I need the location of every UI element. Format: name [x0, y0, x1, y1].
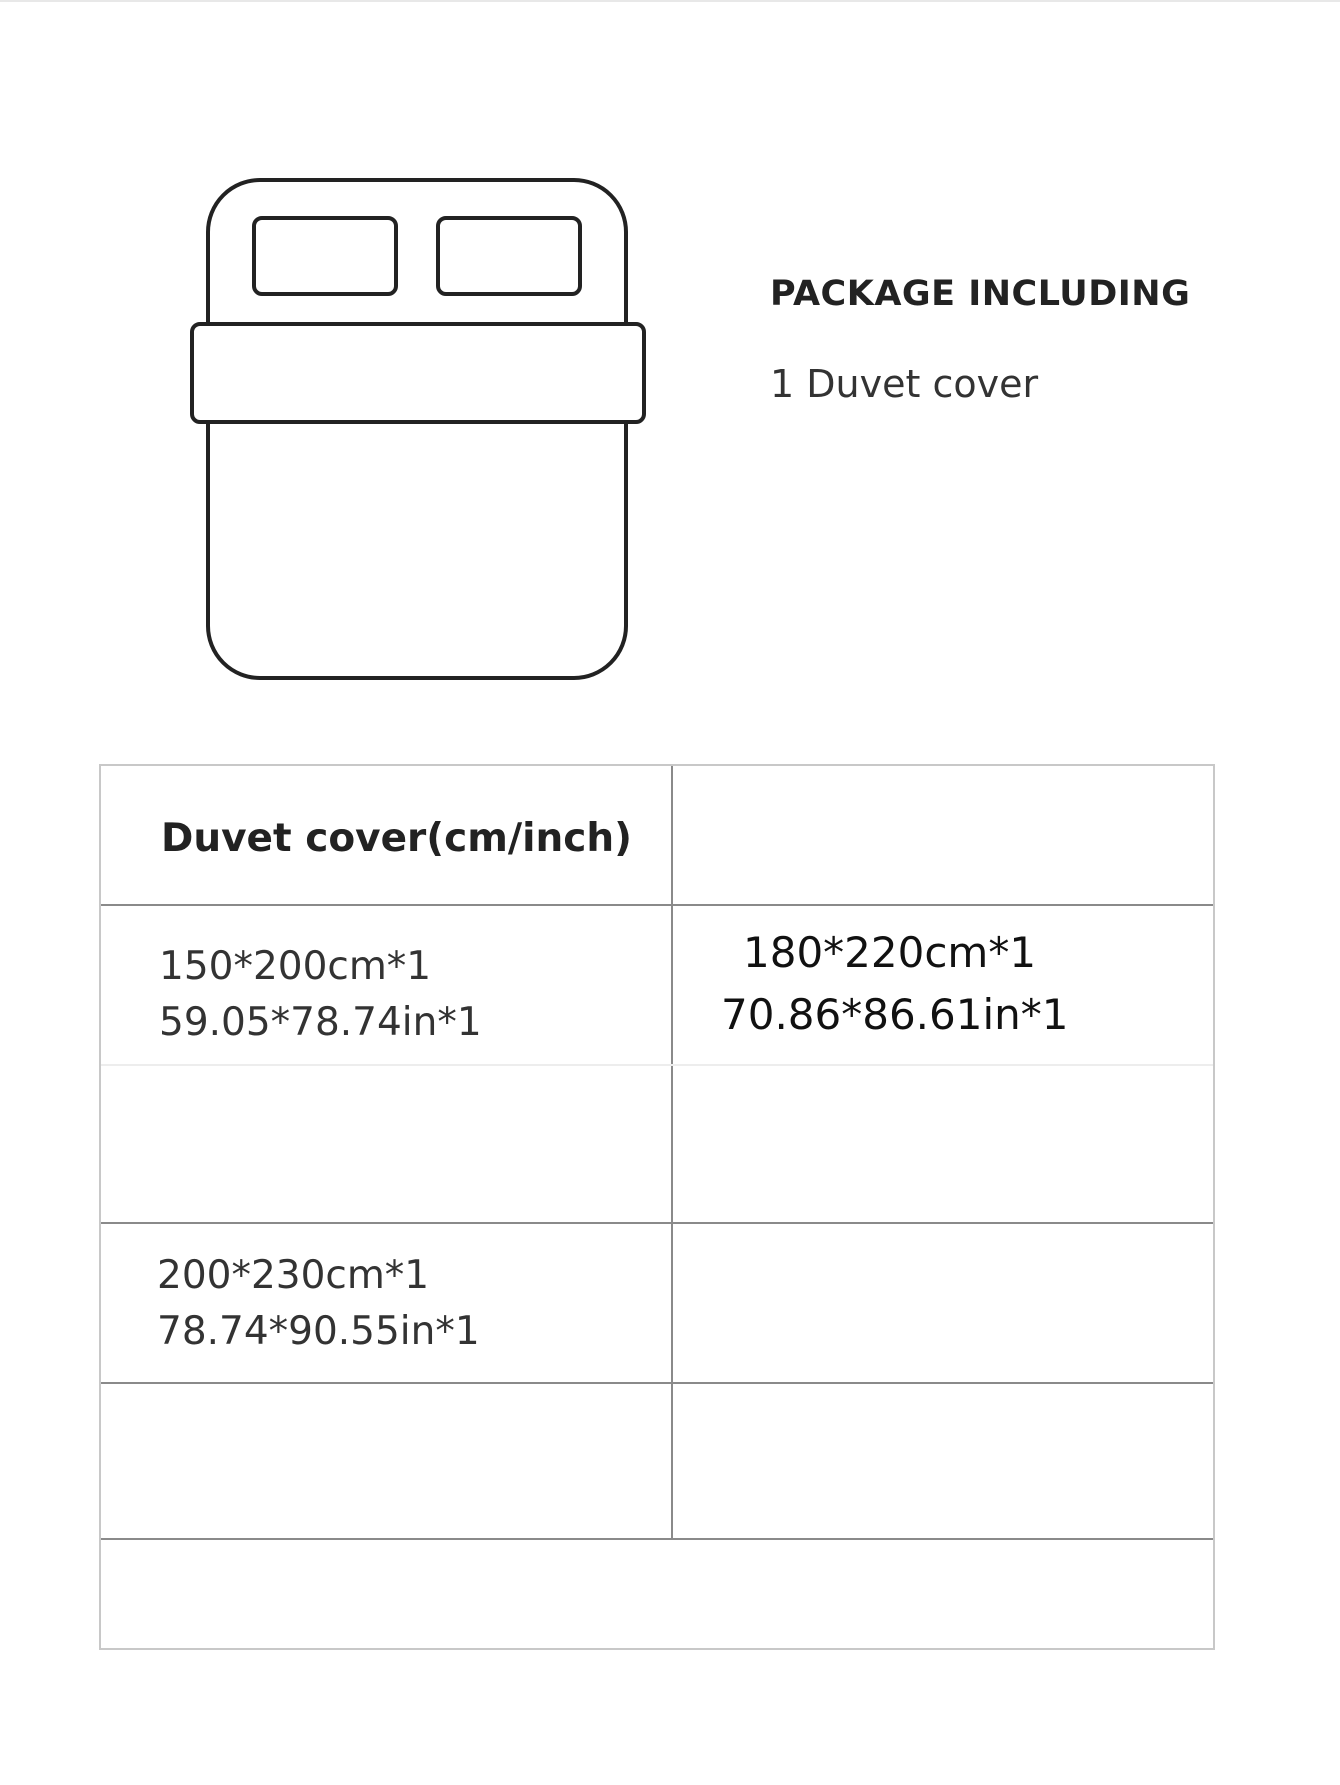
size-cm: 180*220cm*1 [743, 928, 1037, 977]
table-column-divider [671, 766, 673, 1540]
size-inch: 78.74*90.55in*1 [157, 1309, 480, 1354]
package-including-heading: PACKAGE INCLUDING [770, 274, 1191, 314]
bed-outline-icon [188, 178, 648, 686]
table-row-divider [101, 1382, 1213, 1384]
size-cell-150x200 [159, 939, 482, 1051]
size-cm: 200*230cm*1 [157, 1253, 430, 1298]
size-inch: 59.05*78.74in*1 [159, 1000, 482, 1045]
table-row-divider [101, 1064, 1213, 1066]
table-header: Duvet cover(cm/inch) [161, 816, 632, 861]
table-row-divider [101, 1538, 1213, 1540]
top-divider [0, 0, 1340, 2]
size-cell-200x230 [157, 1248, 480, 1360]
table-row-divider [101, 904, 1213, 906]
size-inch: 70.86*86.61in*1 [721, 990, 1069, 1039]
size-cm: 150*200cm*1 [159, 944, 432, 989]
table-row-divider [101, 1222, 1213, 1224]
size-cell-180x220 [721, 922, 1068, 1046]
package-item: 1 Duvet cover [770, 362, 1039, 406]
size-table [99, 764, 1215, 1650]
